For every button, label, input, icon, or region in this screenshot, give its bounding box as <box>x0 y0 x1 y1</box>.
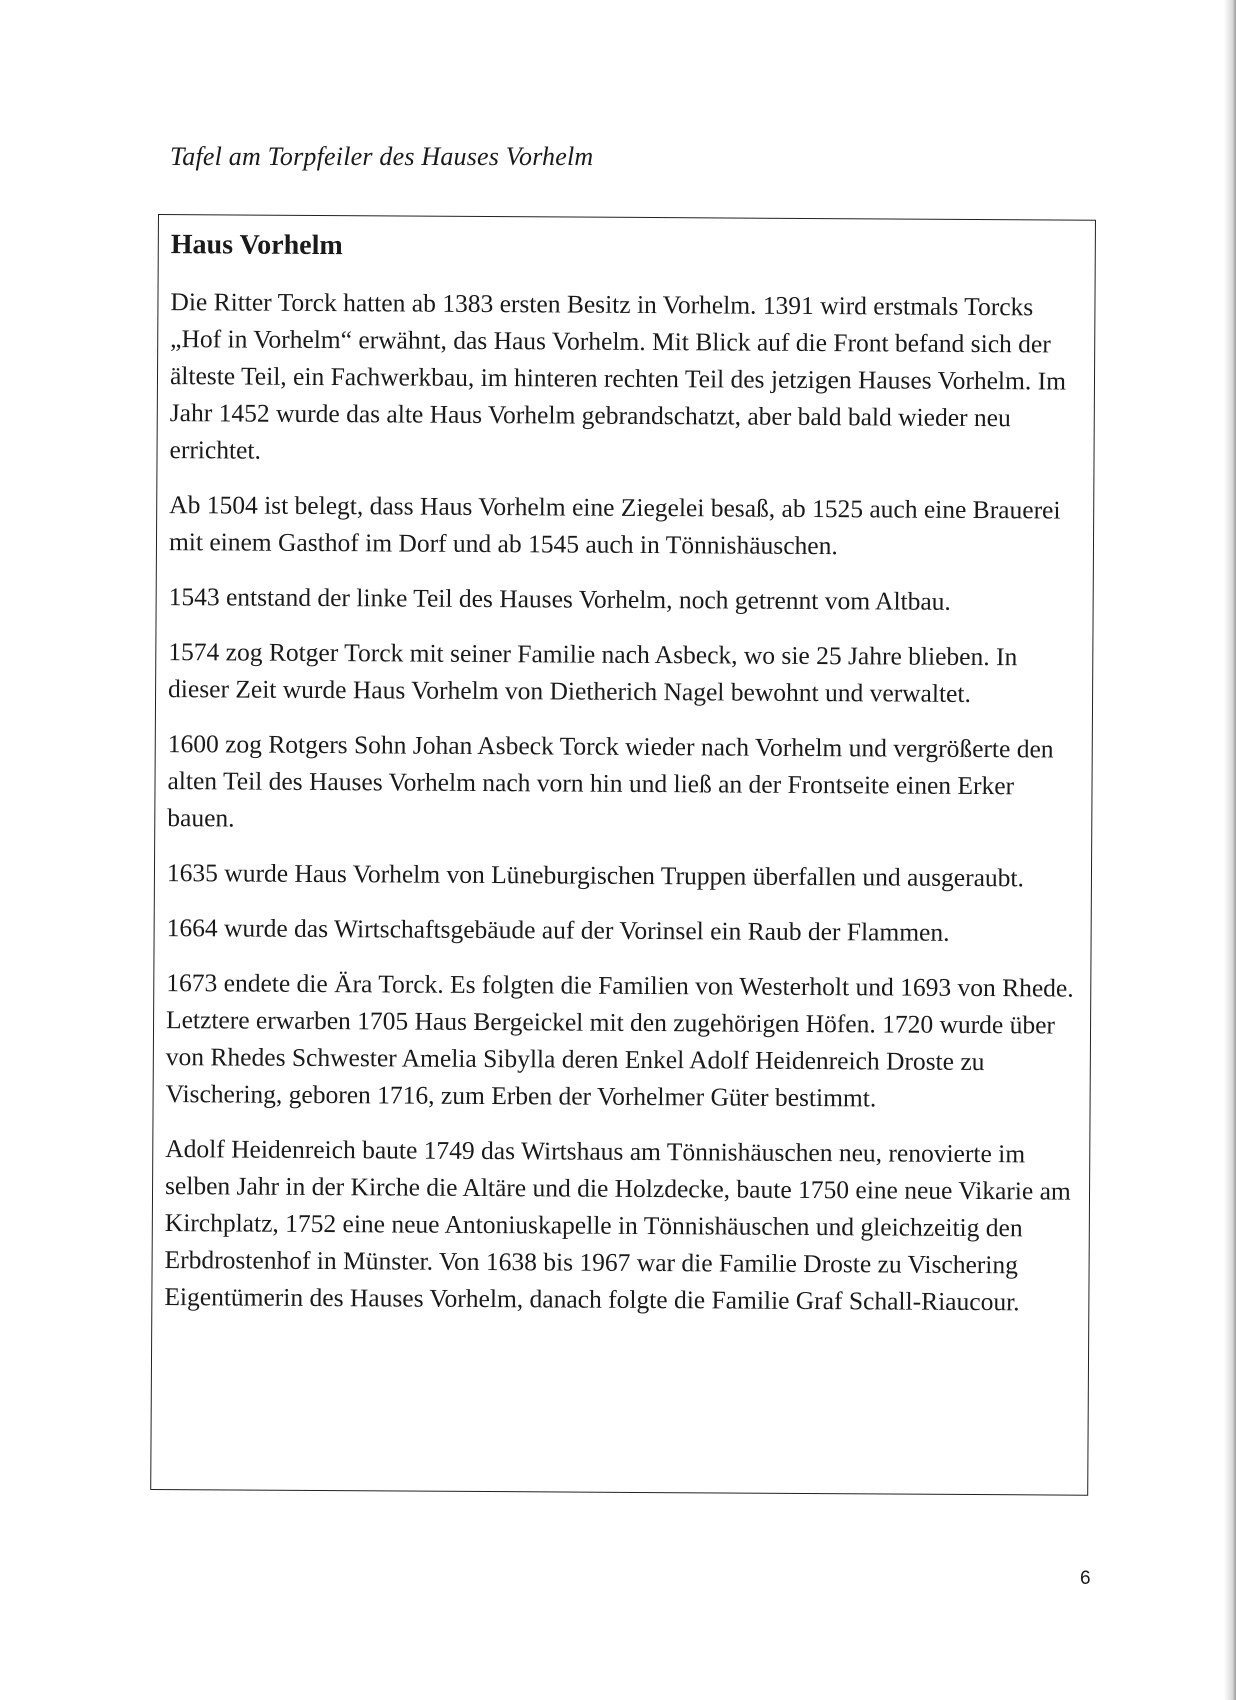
paragraph-1383: Die Ritter Torck hatten ab 1383 ersten Besitz in Vorhelm. 1391 wird erstmals Torcks „Hof in Vorhelm“ erwähnt, das Haus Vorhelm. Mit Blick auf die Front befand sich der älteste Teil, ein Fachwerkbau, im hinteren rechten Teil des jetzigen Hauses Vorhelm. Im Jahr 1452 wurde das alte Haus Vorhelm gebrandschatzt, aber bald bald wieder neu errichtet. <box>169 287 1067 465</box>
paragraph-1664: 1664 wurde das Wirtschaftsgebäude auf der Vorinsel ein Raub der Flammen. <box>166 913 950 947</box>
scan-edge <box>1224 0 1236 1700</box>
page-number: 6 <box>1080 1568 1091 1589</box>
document-caption: Tafel am Torpfeiler des Hauses Vorhelm <box>170 142 594 171</box>
text-board <box>150 214 1096 1496</box>
paragraph-1673: 1673 endete die Ära Torck. Es folgten die Familien von Westerholt und 1693 von Rhede. Letztere erwarben 1705 Haus Bergeickel mit den zugehörigen Höfen. 1720 wurde über von Rhedes Schwester Amelia Sibylla deren Enkel Adolf Heidenreich Droste zu Vischering, geboren 1716, zum Erben der Vorhelmer Güter bestimmt. <box>165 968 1074 1113</box>
paragraph-1504: Ab 1504 ist belegt, dass Haus Vorhelm eine Ziegelei besaß, ab 1525 auch eine Brauerei mit einem Gasthof im Dorf und ab 1545 auch in Tönnishäuschen. <box>168 490 1061 561</box>
paragraph-1635: 1635 wurde Haus Vorhelm von Lüneburgischen Truppen überfallen und ausgeraubt. <box>166 858 1025 893</box>
paragraph-1600: 1600 zog Rotgers Sohn Johan Asbeck Torck wieder nach Vorhelm und vergrößerte den alten Teil des Hauses Vorhelm nach vorn hin und ließ an der Frontseite einen Erker bauen. <box>167 729 1054 833</box>
paragraph-1574: 1574 zog Rotger Torck mit seiner Familie nach Asbeck, wo sie 25 Jahre blieben. In dieser Zeit wurde Haus Vorhelm von Dietherich Nagel bewohnt und verwaltet. <box>168 637 1018 708</box>
board-title: Haus Vorhelm <box>170 229 343 262</box>
paragraph-1543: 1543 entstand der linke Teil des Hauses Vorhelm, noch getrennt vom Altbau. <box>168 582 951 616</box>
paragraph-1749: Adolf Heidenreich baute 1749 das Wirtshaus am Tönnishäuschen neu, renovierte im selben Jahr in der Kirche die Altäre und die Holzdecke, baute 1750 eine neue Vikarie am Kirchplatz, 1752 eine neue Antoniuskapelle in Tönnishäuschen und gleichzeitig den Erbdrostenhof in Münster. Von 1638 bis 1967 war die Familie Droste zu Vischering Eigentümerin des Hauses Vorhelm, danach folgte die Familie Graf Schall-Riaucour. <box>164 1134 1071 1317</box>
